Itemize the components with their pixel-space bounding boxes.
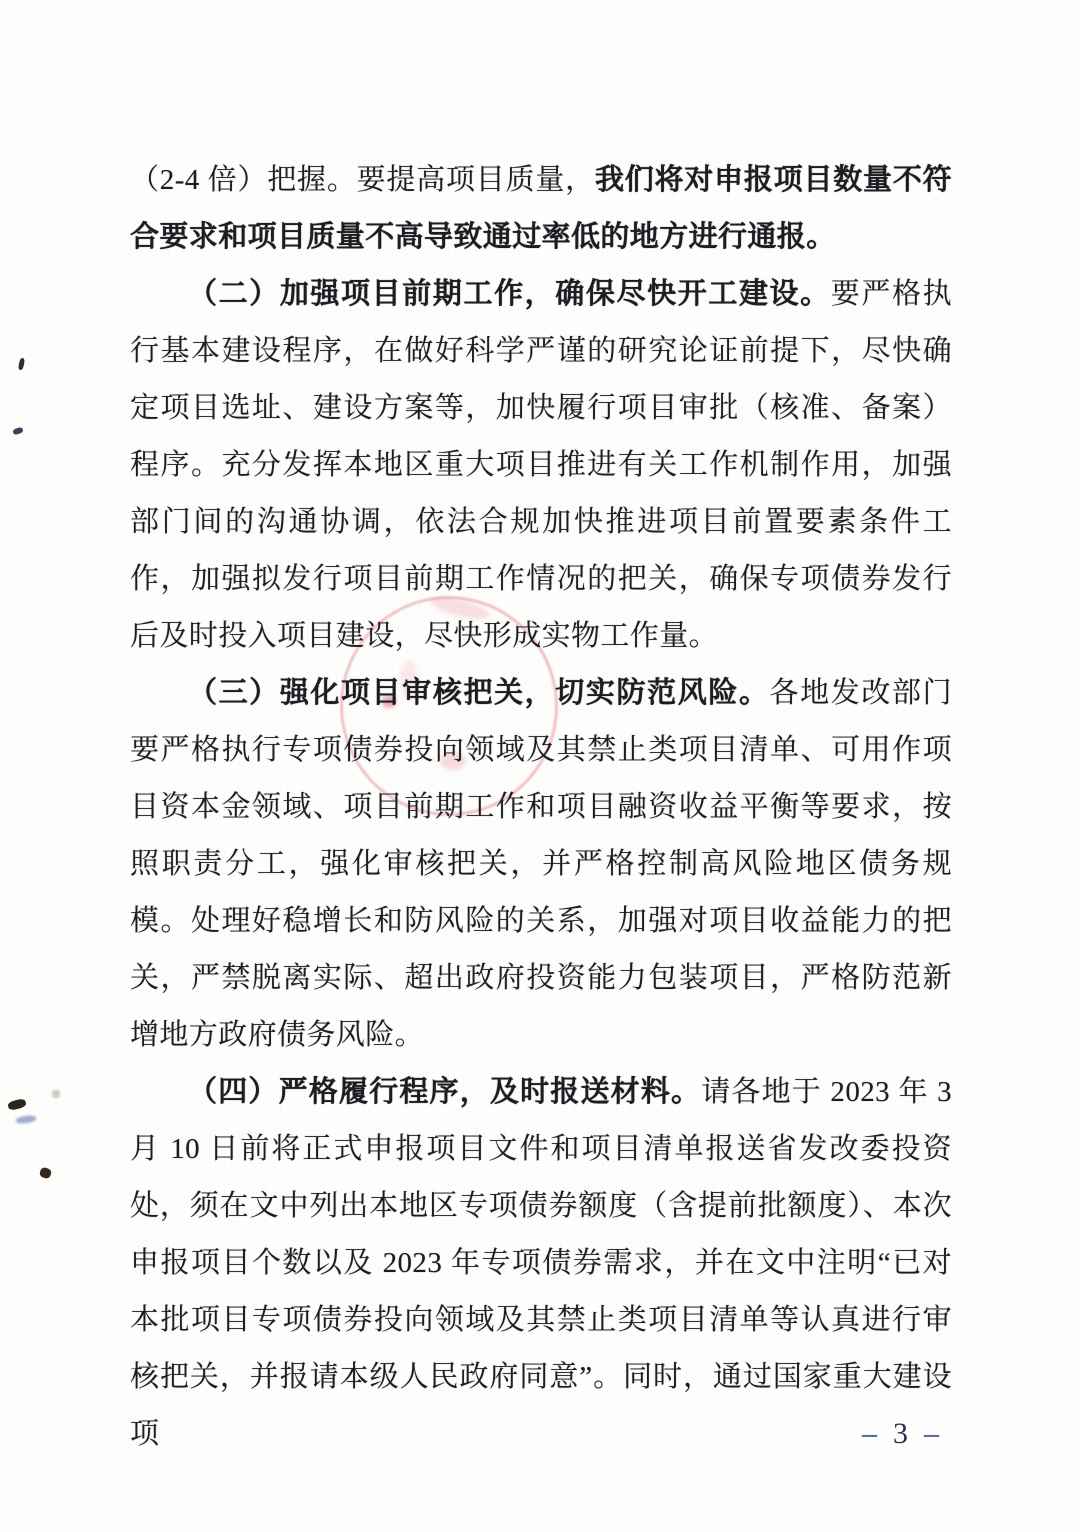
- text-segment: 各地发改部门要严格执行专项债券投向领域及其禁止类项目清单、可用作项目资本金领域、项目前期工作和项目融资收益平衡等要求，按照职责分工，强化审核把关，并严格控制高风险地区债务规模。处理好稳增长和防风险的关系，加强对项目收益能力的把关，严禁脱离实际、超出政府投资能力包装项目，严格防范新增地方政府债务风险。: [130, 677, 952, 1051]
- scan-speck: [7, 1098, 27, 1111]
- section-heading-4: （四）严格履行程序，及时报送材料。: [188, 1076, 702, 1108]
- page-number-value: 3: [893, 1417, 910, 1450]
- body-paragraph: [130, 1064, 952, 1463]
- scan-speck: [18, 358, 25, 371]
- page-number-dash-right: –: [924, 1417, 941, 1450]
- scan-speck: [52, 1090, 60, 1098]
- section-heading-2: （二）加强项目前期工作，确保尽快开工建设。: [188, 278, 831, 310]
- body-paragraph: [130, 266, 952, 665]
- text-segment: （2-4 倍）把握。要提高项目质量，: [130, 164, 595, 196]
- text-segment: 请各地于 2023 年 3 月 10 日前将正式申报项目文件和项目清单报送省发改委投资处，须在文中列出本地区专项债券额度（含提前批额度）、本次申报项目个数以及 2023 年专项债券需求，并在文中注明“已对本批项目专项债券投向领域及其禁止类项目清单等认真进行审核把关，并报请本级人民政府同意”。同时，通过国家重大建设项: [130, 1076, 952, 1450]
- scan-speck: [16, 1115, 37, 1125]
- body-paragraph: [130, 665, 952, 1064]
- page-number-dash-left: –: [862, 1417, 879, 1450]
- text-segment: 要严格执行基本建设程序，在做好科学严谨的研究论证前提下，尽快确定项目选址、建设方案等，加快履行项目审批（核准、备案）程序。充分发挥本地区重大项目推进有关工作机制作用，加强部门间的沟通协调，依法合规加快推进项目前置要素条件工作，加强拟发行项目前期工作情况的把关，确保专项债券发行后及时投入项目建设，尽快形成实物工作量。: [130, 278, 952, 652]
- scan-speck: [12, 427, 23, 436]
- scan-speck: [39, 1166, 53, 1179]
- document-body: [130, 152, 952, 1463]
- section-heading-3: （三）强化项目审核把关，切实防范风险。: [188, 677, 770, 709]
- body-paragraph: [130, 152, 952, 266]
- page-number: [862, 1414, 941, 1454]
- bold-text-segment: 我们将对申报项目数量不符合要求和项目质量不高导致通过率低的地方进行通报。: [130, 164, 953, 253]
